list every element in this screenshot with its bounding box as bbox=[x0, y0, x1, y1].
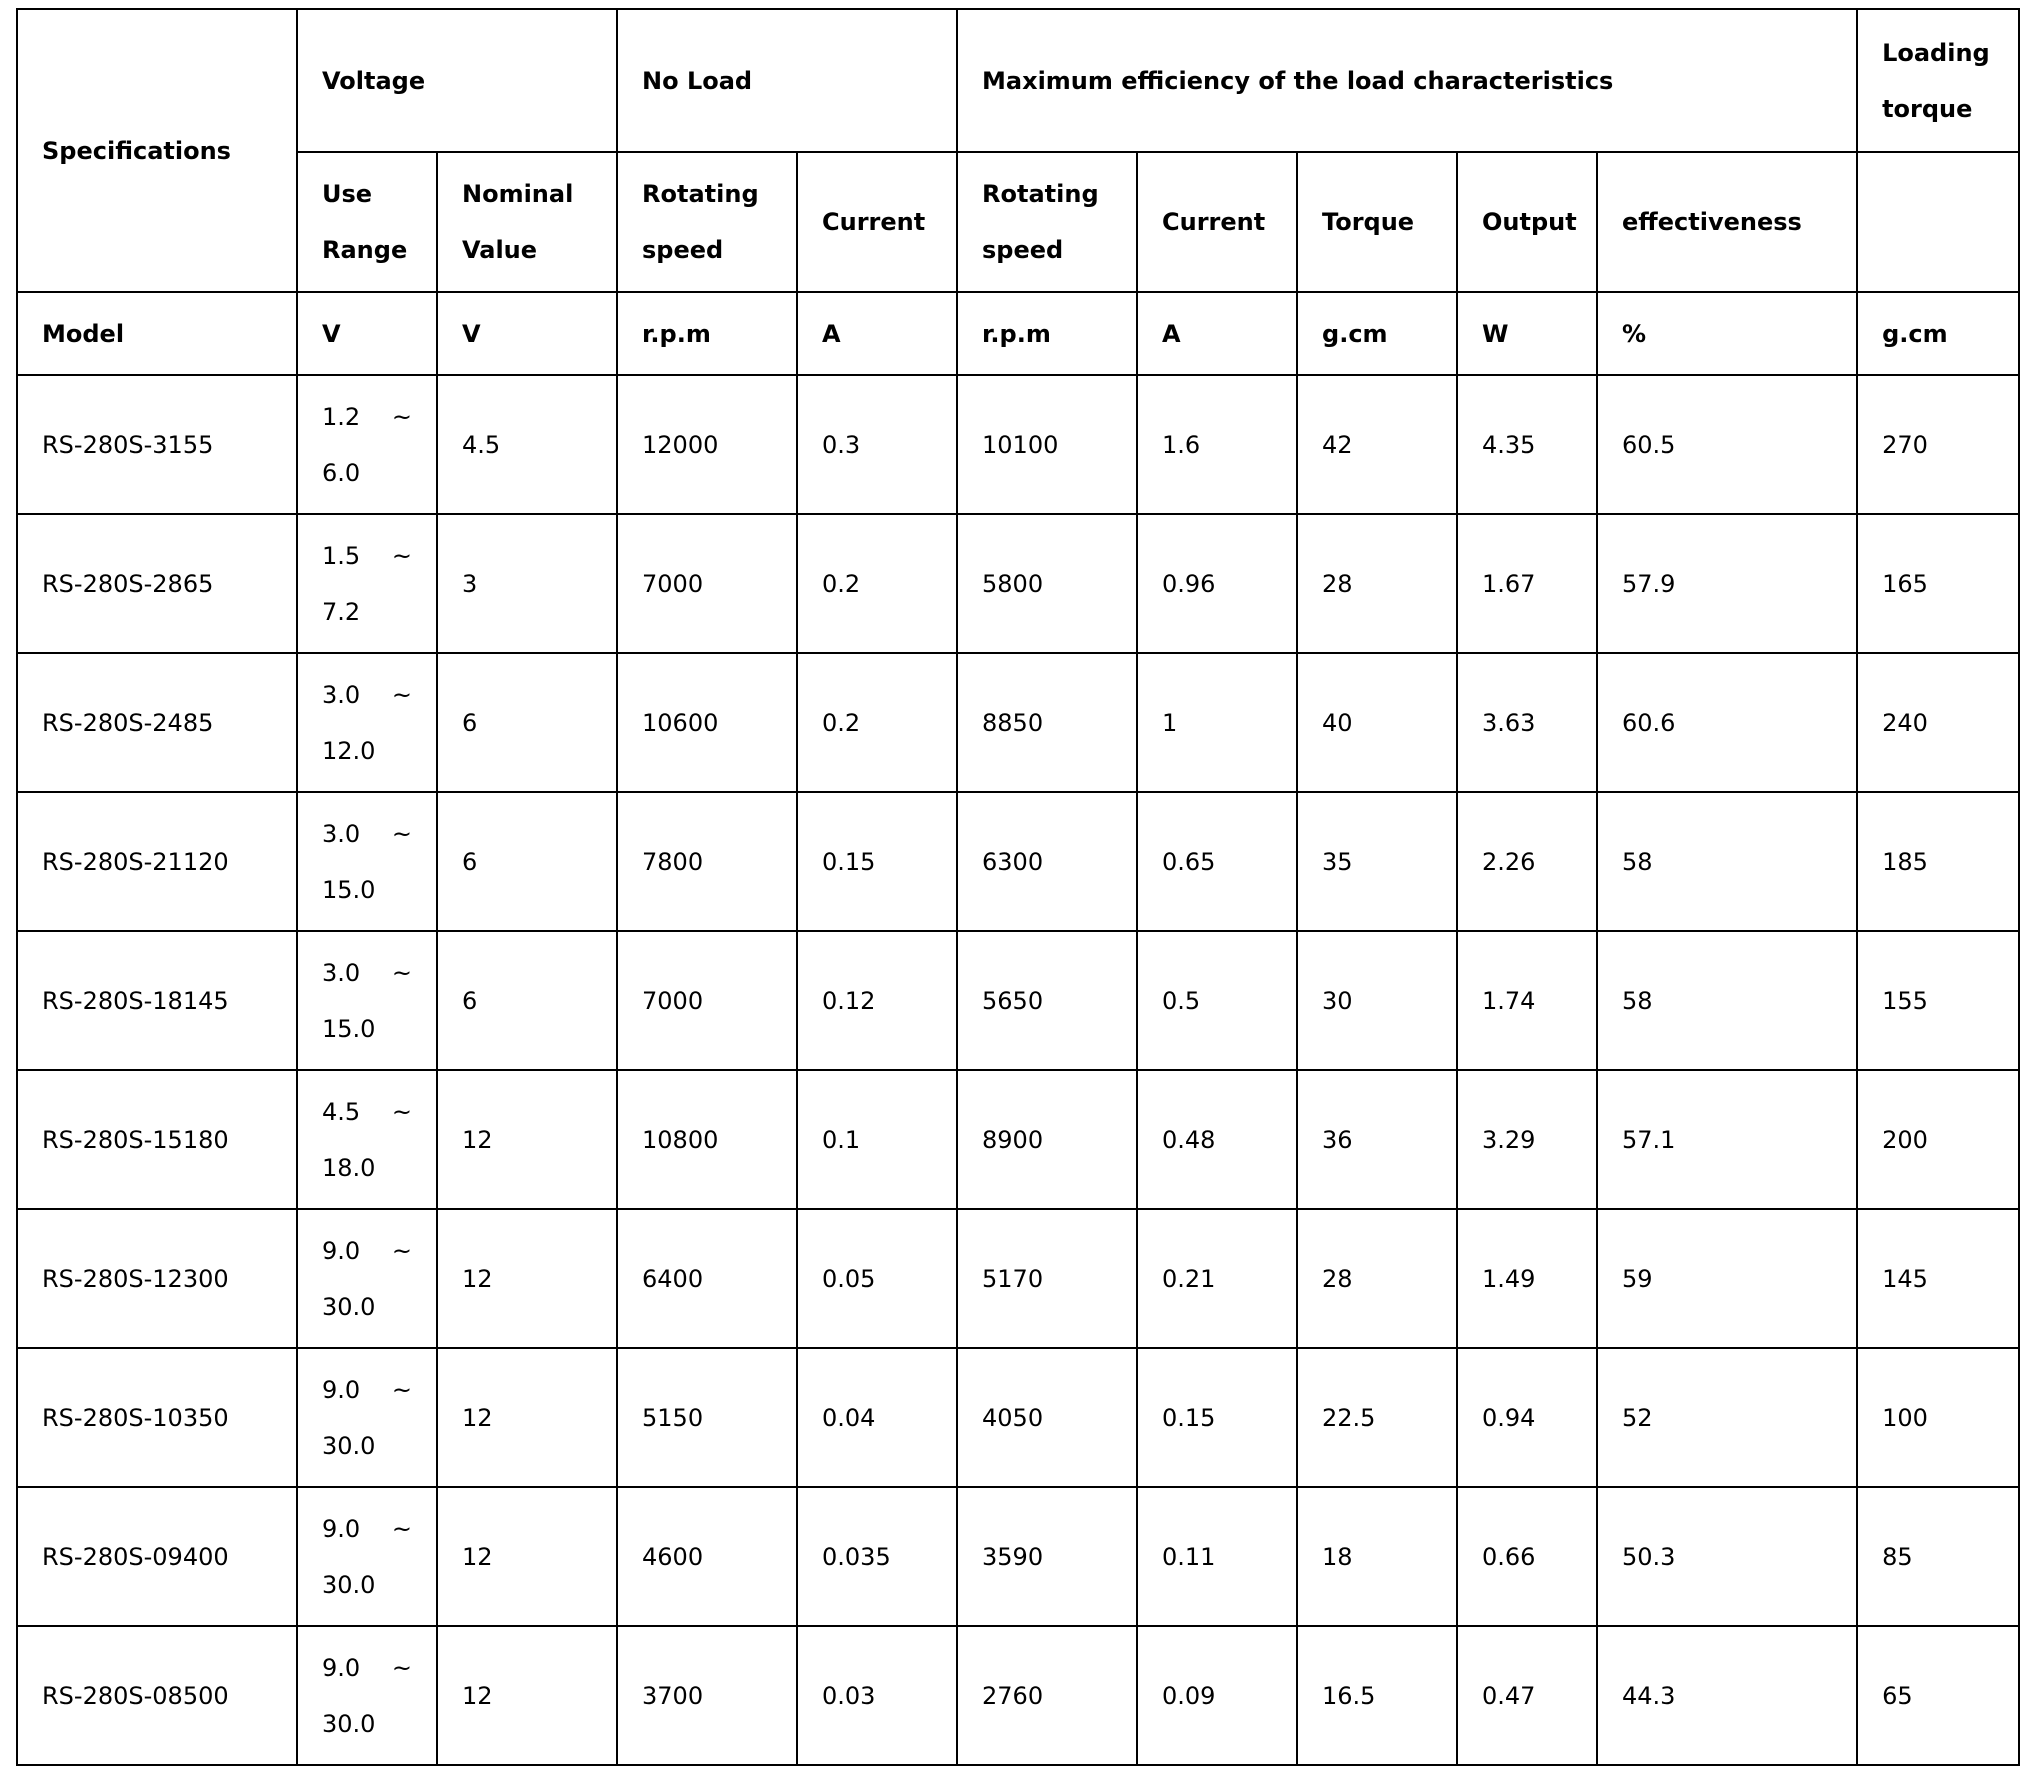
table-row bbox=[17, 1348, 2019, 1487]
cell-no-load-current: 0.15 bbox=[797, 792, 957, 931]
cell-loading-torque: 155 bbox=[1857, 931, 2019, 1070]
cell-model: RS-280S-2485 bbox=[17, 653, 297, 792]
cell-torque: 40 bbox=[1297, 653, 1457, 792]
cell-efficiency: 58 bbox=[1597, 792, 1857, 931]
unit-loading-torque: g.cm bbox=[1857, 292, 2019, 375]
range-max: 6.0 bbox=[322, 458, 361, 487]
cell-max-eff-speed: 8900 bbox=[957, 1070, 1137, 1209]
table-row bbox=[17, 1070, 2019, 1209]
cell-no-load-speed: 5150 bbox=[617, 1348, 797, 1487]
range-min: 9.0 bbox=[322, 1236, 361, 1265]
table-row bbox=[17, 1626, 2019, 1765]
cell-max-eff-speed: 5650 bbox=[957, 931, 1137, 1070]
cell-max-eff-current: 0.48 bbox=[1137, 1070, 1297, 1209]
cell-efficiency: 59 bbox=[1597, 1209, 1857, 1348]
cell-loading-torque: 100 bbox=[1857, 1348, 2019, 1487]
cell-no-load-current: 0.04 bbox=[797, 1348, 957, 1487]
cell-use-range bbox=[297, 1487, 437, 1626]
cell-nominal: 12 bbox=[437, 1070, 617, 1209]
range-tilde: ~ bbox=[391, 819, 412, 848]
table-row bbox=[17, 1209, 2019, 1348]
cell-efficiency: 57.1 bbox=[1597, 1070, 1857, 1209]
cell-loading-torque: 185 bbox=[1857, 792, 2019, 931]
range-tilde: ~ bbox=[391, 1236, 412, 1265]
cell-model: RS-280S-21120 bbox=[17, 792, 297, 931]
unit-no-load-speed: r.p.m bbox=[617, 292, 797, 375]
cell-no-load-speed: 7000 bbox=[617, 931, 797, 1070]
cell-max-eff-current: 0.96 bbox=[1137, 514, 1297, 653]
header-effectiveness: effectiveness bbox=[1597, 152, 1857, 292]
header-max-eff-speed: Rotating speed bbox=[957, 152, 1137, 292]
cell-no-load-current: 0.2 bbox=[797, 653, 957, 792]
specifications-table bbox=[16, 8, 2020, 1766]
range-min: 4.5 bbox=[322, 1097, 361, 1126]
cell-model: RS-280S-12300 bbox=[17, 1209, 297, 1348]
table-row bbox=[17, 514, 2019, 653]
cell-no-load-speed: 4600 bbox=[617, 1487, 797, 1626]
cell-no-load-speed: 10600 bbox=[617, 653, 797, 792]
cell-output: 1.49 bbox=[1457, 1209, 1597, 1348]
cell-model: RS-280S-3155 bbox=[17, 375, 297, 514]
cell-max-eff-current: 1.6 bbox=[1137, 375, 1297, 514]
cell-loading-torque: 145 bbox=[1857, 1209, 2019, 1348]
cell-efficiency: 57.9 bbox=[1597, 514, 1857, 653]
cell-no-load-speed: 7800 bbox=[617, 792, 797, 931]
unit-output: W bbox=[1457, 292, 1597, 375]
range-tilde: ~ bbox=[391, 1653, 412, 1682]
table-row bbox=[17, 653, 2019, 792]
range-min: 9.0 bbox=[322, 1514, 361, 1543]
table-row bbox=[17, 1487, 2019, 1626]
cell-nominal: 4.5 bbox=[437, 375, 617, 514]
cell-torque: 42 bbox=[1297, 375, 1457, 514]
cell-use-range bbox=[297, 514, 437, 653]
range-max: 30.0 bbox=[322, 1709, 376, 1738]
range-max: 12.0 bbox=[322, 736, 376, 765]
cell-nominal: 12 bbox=[437, 1209, 617, 1348]
cell-nominal: 3 bbox=[437, 514, 617, 653]
cell-max-eff-current: 1 bbox=[1137, 653, 1297, 792]
cell-model: RS-280S-09400 bbox=[17, 1487, 297, 1626]
cell-output: 3.63 bbox=[1457, 653, 1597, 792]
cell-no-load-current: 0.2 bbox=[797, 514, 957, 653]
cell-model: RS-280S-2865 bbox=[17, 514, 297, 653]
cell-efficiency: 58 bbox=[1597, 931, 1857, 1070]
cell-max-eff-speed: 10100 bbox=[957, 375, 1137, 514]
cell-no-load-current: 0.05 bbox=[797, 1209, 957, 1348]
header-no-load: No Load bbox=[617, 9, 957, 152]
range-tilde: ~ bbox=[391, 680, 412, 709]
cell-output: 0.94 bbox=[1457, 1348, 1597, 1487]
header-loading-torque: Loading torque bbox=[1857, 9, 2019, 152]
cell-torque: 22.5 bbox=[1297, 1348, 1457, 1487]
unit-torque: g.cm bbox=[1297, 292, 1457, 375]
cell-efficiency: 52 bbox=[1597, 1348, 1857, 1487]
cell-output: 4.35 bbox=[1457, 375, 1597, 514]
cell-max-eff-speed: 2760 bbox=[957, 1626, 1137, 1765]
header-torque: Torque bbox=[1297, 152, 1457, 292]
range-max: 7.2 bbox=[322, 597, 361, 626]
range-max: 15.0 bbox=[322, 1014, 376, 1043]
header-row-columns bbox=[17, 152, 2019, 292]
cell-use-range bbox=[297, 1070, 437, 1209]
cell-no-load-current: 0.1 bbox=[797, 1070, 957, 1209]
cell-max-eff-current: 0.09 bbox=[1137, 1626, 1297, 1765]
cell-no-load-speed: 6400 bbox=[617, 1209, 797, 1348]
cell-output: 2.26 bbox=[1457, 792, 1597, 931]
cell-use-range bbox=[297, 1348, 437, 1487]
cell-no-load-current: 0.3 bbox=[797, 375, 957, 514]
cell-max-eff-current: 0.15 bbox=[1137, 1348, 1297, 1487]
cell-use-range bbox=[297, 375, 437, 514]
cell-max-eff-speed: 4050 bbox=[957, 1348, 1137, 1487]
range-tilde: ~ bbox=[391, 541, 412, 570]
cell-efficiency: 60.5 bbox=[1597, 375, 1857, 514]
table-row bbox=[17, 792, 2019, 931]
cell-output: 1.74 bbox=[1457, 931, 1597, 1070]
range-min: 3.0 bbox=[322, 680, 361, 709]
unit-max-eff-speed: r.p.m bbox=[957, 292, 1137, 375]
cell-use-range bbox=[297, 931, 437, 1070]
cell-loading-torque: 240 bbox=[1857, 653, 2019, 792]
cell-efficiency: 44.3 bbox=[1597, 1626, 1857, 1765]
cell-loading-torque: 200 bbox=[1857, 1070, 2019, 1209]
cell-no-load-speed: 3700 bbox=[617, 1626, 797, 1765]
cell-loading-torque: 270 bbox=[1857, 375, 2019, 514]
cell-nominal: 6 bbox=[437, 653, 617, 792]
cell-loading-torque: 85 bbox=[1857, 1487, 2019, 1626]
header-row-groups bbox=[17, 9, 2019, 152]
cell-max-eff-current: 0.5 bbox=[1137, 931, 1297, 1070]
range-max: 30.0 bbox=[322, 1292, 376, 1321]
cell-torque: 18 bbox=[1297, 1487, 1457, 1626]
cell-no-load-speed: 7000 bbox=[617, 514, 797, 653]
header-voltage: Voltage bbox=[297, 9, 617, 152]
cell-torque: 36 bbox=[1297, 1070, 1457, 1209]
range-min: 1.2 bbox=[322, 402, 361, 431]
unit-max-eff-current: A bbox=[1137, 292, 1297, 375]
range-min: 9.0 bbox=[322, 1375, 361, 1404]
cell-nominal: 6 bbox=[437, 931, 617, 1070]
cell-use-range bbox=[297, 792, 437, 931]
cell-efficiency: 50.3 bbox=[1597, 1487, 1857, 1626]
cell-nominal: 6 bbox=[437, 792, 617, 931]
header-output: Output bbox=[1457, 152, 1597, 292]
cell-max-eff-current: 0.11 bbox=[1137, 1487, 1297, 1626]
cell-output: 0.47 bbox=[1457, 1626, 1597, 1765]
cell-max-eff-speed: 3590 bbox=[957, 1487, 1137, 1626]
cell-torque: 28 bbox=[1297, 1209, 1457, 1348]
header-max-eff-current: Current bbox=[1137, 152, 1297, 292]
cell-model: RS-280S-10350 bbox=[17, 1348, 297, 1487]
range-min: 3.0 bbox=[322, 958, 361, 987]
header-empty-cell bbox=[1857, 152, 2019, 292]
unit-nominal: V bbox=[437, 292, 617, 375]
cell-output: 3.29 bbox=[1457, 1070, 1597, 1209]
header-no-load-current: Current bbox=[797, 152, 957, 292]
range-tilde: ~ bbox=[391, 402, 412, 431]
cell-max-eff-speed: 5170 bbox=[957, 1209, 1137, 1348]
range-max: 30.0 bbox=[322, 1570, 376, 1599]
cell-loading-torque: 65 bbox=[1857, 1626, 2019, 1765]
cell-nominal: 12 bbox=[437, 1348, 617, 1487]
cell-model: RS-280S-18145 bbox=[17, 931, 297, 1070]
units-row bbox=[17, 292, 2019, 375]
header-no-load-speed: Rotating speed bbox=[617, 152, 797, 292]
cell-use-range bbox=[297, 1209, 437, 1348]
cell-use-range bbox=[297, 653, 437, 792]
cell-model: RS-280S-08500 bbox=[17, 1626, 297, 1765]
cell-output: 0.66 bbox=[1457, 1487, 1597, 1626]
cell-nominal: 12 bbox=[437, 1626, 617, 1765]
cell-torque: 30 bbox=[1297, 931, 1457, 1070]
cell-model: RS-280S-15180 bbox=[17, 1070, 297, 1209]
cell-torque: 16.5 bbox=[1297, 1626, 1457, 1765]
cell-max-eff-speed: 5800 bbox=[957, 514, 1137, 653]
cell-max-eff-current: 0.65 bbox=[1137, 792, 1297, 931]
cell-nominal: 12 bbox=[437, 1487, 617, 1626]
table-row bbox=[17, 375, 2019, 514]
range-tilde: ~ bbox=[391, 1375, 412, 1404]
range-min: 1.5 bbox=[322, 541, 361, 570]
range-tilde: ~ bbox=[391, 958, 412, 987]
cell-max-eff-speed: 6300 bbox=[957, 792, 1137, 931]
range-max: 18.0 bbox=[322, 1153, 376, 1182]
cell-max-eff-speed: 8850 bbox=[957, 653, 1137, 792]
range-tilde: ~ bbox=[391, 1514, 412, 1543]
cell-no-load-current: 0.035 bbox=[797, 1487, 957, 1626]
range-tilde: ~ bbox=[391, 1097, 412, 1126]
cell-loading-torque: 165 bbox=[1857, 514, 2019, 653]
cell-no-load-current: 0.12 bbox=[797, 931, 957, 1070]
range-min: 9.0 bbox=[322, 1653, 361, 1682]
header-nominal-value: Nominal Value bbox=[437, 152, 617, 292]
cell-output: 1.67 bbox=[1457, 514, 1597, 653]
range-min: 3.0 bbox=[322, 819, 361, 848]
range-max: 15.0 bbox=[322, 875, 376, 904]
unit-use-range: V bbox=[297, 292, 437, 375]
header-use-range: Use Range bbox=[297, 152, 437, 292]
range-max: 30.0 bbox=[322, 1431, 376, 1460]
cell-torque: 28 bbox=[1297, 514, 1457, 653]
table-row bbox=[17, 931, 2019, 1070]
cell-use-range bbox=[297, 1626, 437, 1765]
cell-torque: 35 bbox=[1297, 792, 1457, 931]
cell-no-load-speed: 12000 bbox=[617, 375, 797, 514]
header-max-efficiency: Maximum efficiency of the load characteristics bbox=[957, 9, 1857, 152]
cell-efficiency: 60.6 bbox=[1597, 653, 1857, 792]
header-specifications: Specifications bbox=[17, 9, 297, 292]
cell-no-load-speed: 10800 bbox=[617, 1070, 797, 1209]
cell-no-load-current: 0.03 bbox=[797, 1626, 957, 1765]
cell-max-eff-current: 0.21 bbox=[1137, 1209, 1297, 1348]
unit-efficiency: % bbox=[1597, 292, 1857, 375]
unit-model: Model bbox=[17, 292, 297, 375]
unit-no-load-current: A bbox=[797, 292, 957, 375]
